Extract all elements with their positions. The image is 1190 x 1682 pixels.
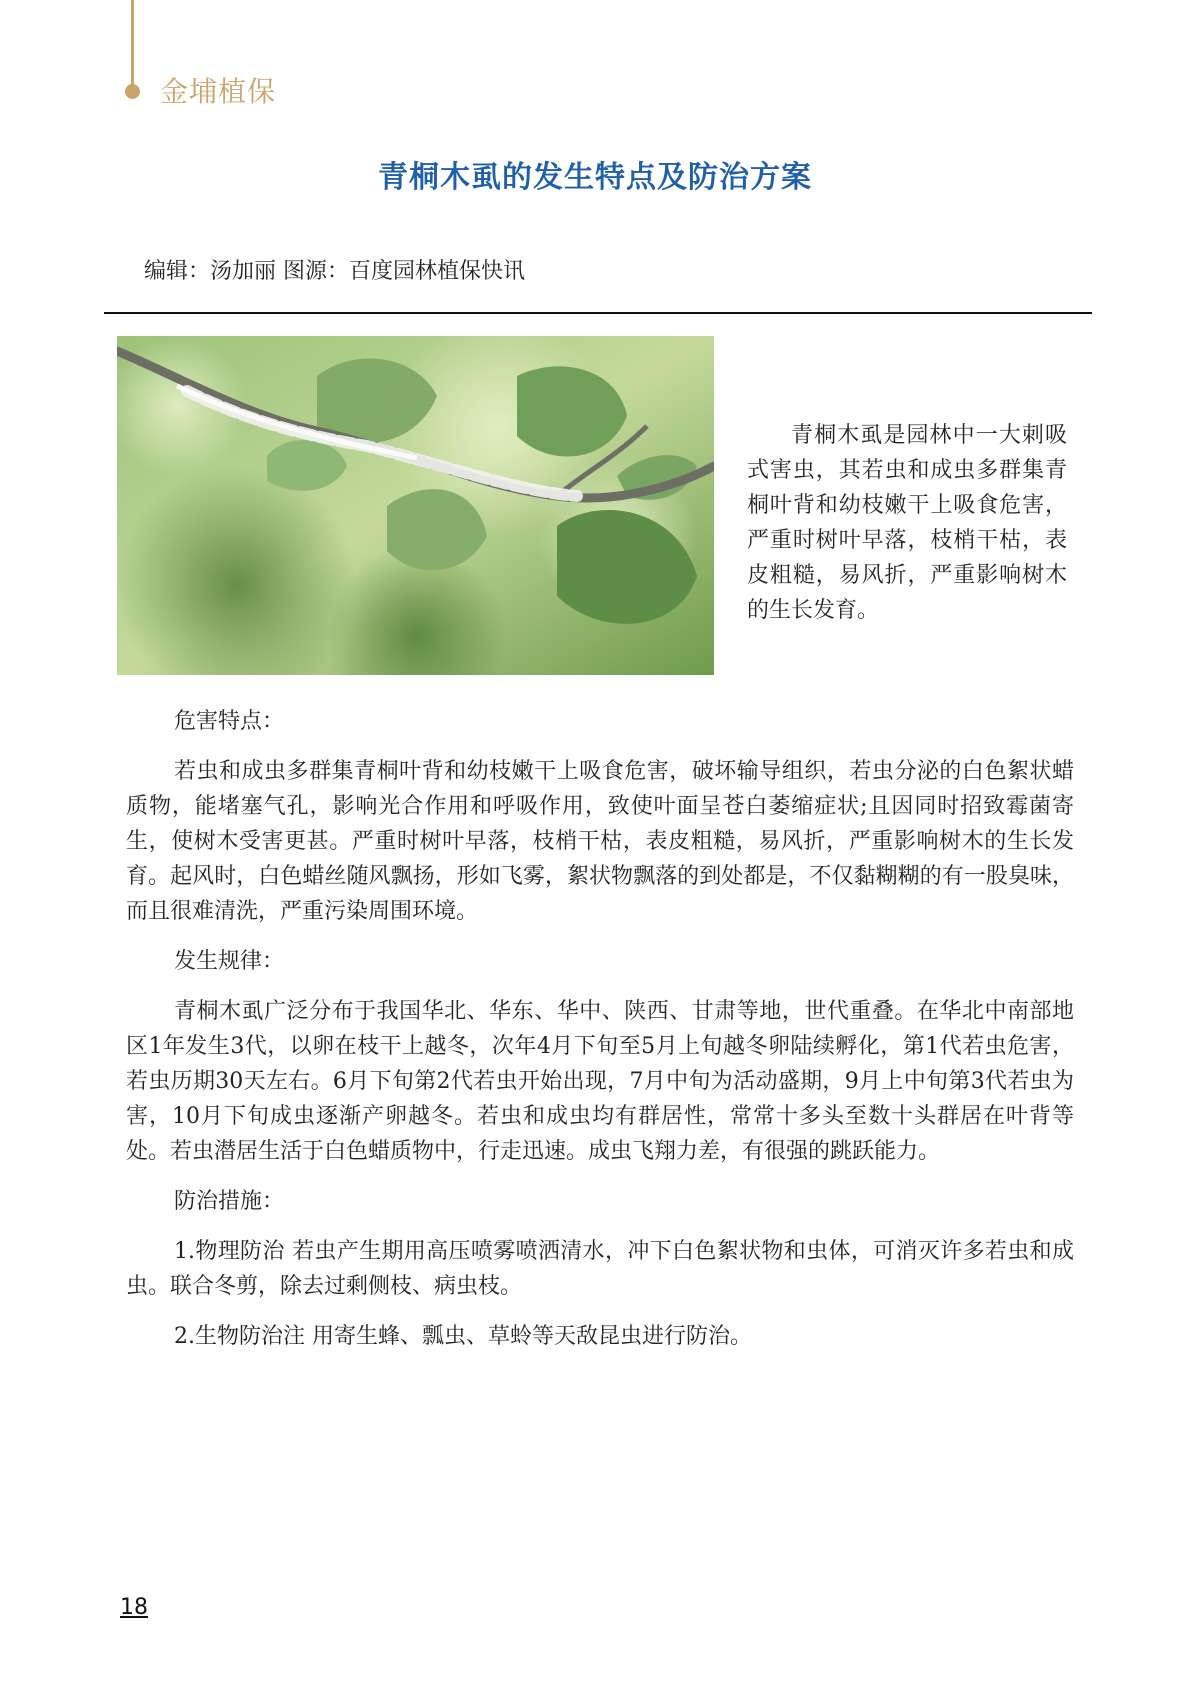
control-physical: 1.物理防治 若虫产生期用高压喷雾喷洒清水，冲下白色絮状物和虫体，可消灭许多若虫和成虫。联合冬剪，除去过剩侧枝、病虫枝。 (126, 1239, 1074, 1299)
control-biological: 2.生物防治注 用寄生蜂、瓢虫、草蛉等天敌昆虫进行防治。 (174, 1324, 752, 1349)
header-divider (104, 312, 1092, 314)
pest-photo (117, 336, 714, 675)
pattern-heading: 发生规律： (174, 949, 285, 974)
brand-accent-line (131, 0, 134, 86)
harm-paragraph: 若虫和成虫多群集青桐叶背和幼枝嫩干上吸食危害，破坏输导组织，若虫分泌的白色絮状蜡质物，能堵塞气孔，影响光合作用和呼吸作用，致使叶面呈苍白萎缩症状;且因同时招致霉菌寄生，使树木受害更甚。严重时树叶早落，枝梢干枯，表皮粗糙，易风折，严重影响树木的生长发育。起风时，白色蜡丝随风飘扬，形如飞雾，絮状物飘落的到处都是，不仅黏糊糊的有一股臭味，而且很难清洗，严重污染周围环境。 (126, 759, 1074, 924)
harm-heading: 危害特点： (174, 709, 285, 734)
intro-paragraph: 青桐木虱是园林中一大刺吸式害虫，其若虫和成虫多群集青桐叶背和幼枝嫩干上吸食危害，严重时树叶早落，枝梢干枯，表皮粗糙，易风折，严重影响树木的生长发育。 (747, 423, 1067, 623)
page-number: 18 (120, 1595, 148, 1620)
brand-accent-dot (125, 84, 140, 99)
article-byline: 编辑：汤加丽 图源：百度园林植保快讯 (144, 259, 525, 284)
brand-name: 金埔植保 (160, 75, 277, 108)
article-title: 青桐木虱的发生特点及防治方案 (378, 160, 812, 195)
control-heading: 防治措施： (174, 1189, 285, 1214)
pattern-paragraph: 青桐木虱广泛分布于我国华北、华东、华中、陕西、甘肃等地，世代重叠。在华北中南部地区1年发生3代，以卵在枝干上越冬，次年4月下旬至5月上旬越冬卵陆续孵化，第1代若虫危害，若虫历期30天左右。6月下旬第2代若虫开始出现，7月中旬为活动盛期，9月上中旬第3代若虫为害，10月下旬成虫逐渐产卵越冬。若虫和成虫均有群居性，常常十多头至数十头群居在叶背等处。若虫潜居生活于白色蜡质物中，行走迅速。成虫飞翔力差，有很强的跳跃能力。 (126, 999, 1074, 1164)
article-body (126, 704, 1074, 1369)
